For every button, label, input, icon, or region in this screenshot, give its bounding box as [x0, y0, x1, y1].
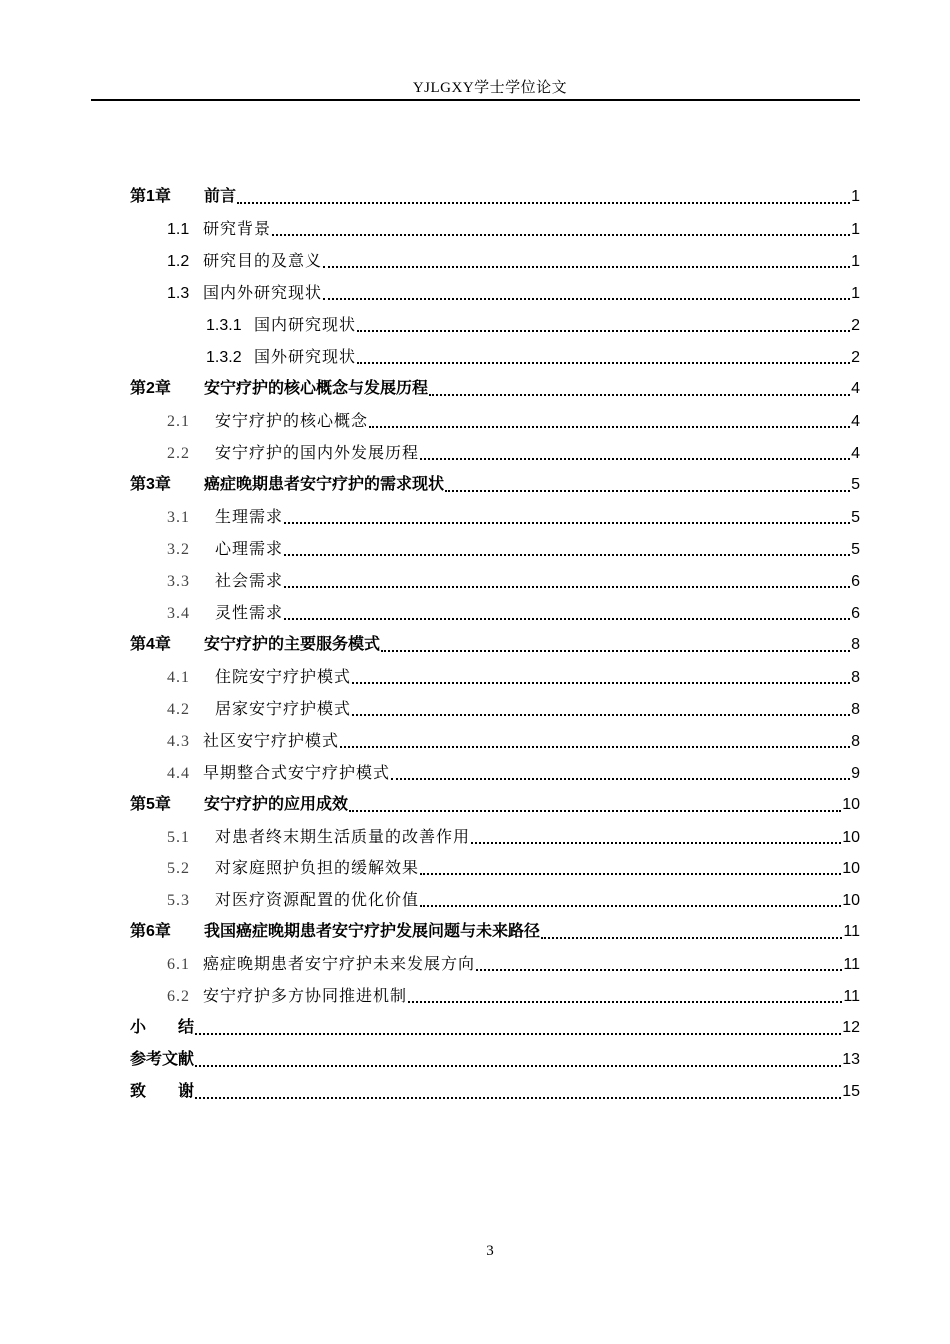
toc-entry-title: 安宁疗护的核心概念: [215, 411, 369, 430]
toc-entry-section-5-3[interactable]: [167, 887, 860, 913]
toc-entry-chapter-2[interactable]: [130, 376, 860, 402]
toc-entry-references[interactable]: [130, 1047, 860, 1073]
toc-entry-page: 1: [851, 285, 860, 302]
toc-entry-page: 2: [851, 317, 860, 334]
toc-entry-title: 对患者终末期生活质量的改善作用: [215, 827, 471, 846]
toc-entry-title: 灵性需求: [215, 603, 284, 622]
toc-entry-title: 安宁疗护多方协同推进机制: [203, 986, 408, 1005]
toc-leader-dots: [408, 1000, 842, 1003]
header-rule: [91, 99, 860, 101]
toc-entry-section-3-3[interactable]: [167, 568, 860, 594]
toc-entry-page: 13: [842, 1051, 860, 1068]
toc-entry-title: 我国癌症晚期患者安宁疗护发展问题与未来路径: [204, 923, 541, 940]
toc-leader-dots: [323, 265, 850, 268]
toc-entry-title: 对家庭照护负担的缓解效果: [215, 858, 420, 877]
toc-entry-page: 10: [842, 796, 860, 813]
toc-entry-page: 1: [851, 188, 860, 205]
toc-leader-dots: [357, 329, 850, 332]
toc-entry-number: 5.3: [167, 892, 190, 909]
toc-entry-page: 8: [851, 701, 860, 718]
toc-entry-number: 第6章: [130, 923, 171, 940]
toc-entry-number: 第4章: [130, 636, 171, 653]
toc-entry-page: 12: [842, 1019, 860, 1036]
toc-entry-title: 住院安宁疗护模式: [215, 667, 352, 686]
toc-entry-number: 1.2: [167, 253, 190, 270]
toc-entry-number: 3.2: [167, 541, 190, 558]
toc-leader-dots: [471, 841, 841, 844]
toc-leader-dots: [323, 297, 850, 300]
toc-entry-number: 3.1: [167, 509, 190, 526]
toc-leader-dots: [391, 777, 850, 780]
toc-entry-chapter-1[interactable]: [130, 184, 860, 210]
toc-entry-title: 研究背景: [203, 219, 272, 238]
toc-entry-page: 5: [851, 509, 860, 526]
toc-entry-title: 安宁疗护的主要服务模式: [204, 636, 381, 653]
toc-entry-number: 1.3.2: [206, 349, 242, 366]
toc-entry-page: 11: [843, 923, 860, 940]
toc-entry-number: 1.3: [167, 285, 190, 302]
toc-entry-number: 5.2: [167, 860, 190, 877]
toc-entry-page: 6: [851, 605, 860, 622]
toc-entry-page: 10: [842, 892, 860, 909]
toc-entry-title: 心理需求: [215, 539, 284, 558]
toc-entry-title: 生理需求: [215, 507, 284, 526]
toc-entry-number: 4.3: [167, 733, 190, 750]
toc-leader-dots: [357, 361, 850, 364]
toc-entry-title: 国内外研究现状: [203, 283, 323, 302]
toc-leader-dots: [445, 489, 850, 492]
toc-entry-title: 国外研究现状: [254, 347, 357, 366]
toc-entry-page: 4: [851, 445, 860, 462]
toc-entry-section-6-1[interactable]: [167, 951, 860, 977]
toc-entry-section-4-3[interactable]: [167, 728, 860, 754]
toc-entry-section-1-1[interactable]: [167, 216, 860, 242]
toc-entry-number: 第1章: [130, 188, 171, 205]
toc-entry-acknowledgements[interactable]: [130, 1079, 860, 1105]
toc-entry-number: 3.4: [167, 605, 190, 622]
toc-entry-section-1-2[interactable]: [167, 248, 860, 274]
toc-entry-title: 小 结: [130, 1019, 195, 1036]
toc-entry-page: 8: [851, 636, 860, 653]
toc-entry-chapter-3[interactable]: [130, 472, 860, 498]
toc-entry-section-4-1[interactable]: [167, 664, 860, 690]
toc-entry-title: 安宁疗护的国内外发展历程: [215, 443, 420, 462]
toc-entry-section-1-3-2[interactable]: [206, 344, 860, 370]
toc-leader-dots: [352, 713, 850, 716]
toc-leader-dots: [284, 553, 850, 556]
toc-entry-number: 2.2: [167, 445, 190, 462]
toc-entry-title: 国内研究现状: [254, 315, 357, 334]
toc-entry-section-4-4[interactable]: [167, 760, 860, 786]
toc-entry-page: 5: [851, 541, 860, 558]
toc-entry-title: 对医疗资源配置的优化价值: [215, 890, 420, 909]
toc-leader-dots: [381, 649, 850, 652]
toc-leader-dots: [349, 809, 841, 812]
toc-entry-page: 1: [851, 221, 860, 238]
toc-leader-dots: [420, 872, 841, 875]
toc-entry-number: 4.2: [167, 701, 190, 718]
toc-entry-page: 10: [842, 860, 860, 877]
toc-entry-number: 3.3: [167, 573, 190, 590]
toc-entry-section-1-3-1[interactable]: [206, 312, 860, 338]
toc-entry-page: 2: [851, 349, 860, 366]
toc-entry-summary[interactable]: [130, 1015, 860, 1041]
toc-entry-section-4-2[interactable]: [167, 696, 860, 722]
toc-entry-title: 社区安宁疗护模式: [203, 731, 340, 750]
toc-entry-number: 第5章: [130, 796, 171, 813]
toc-entry-number: 6.2: [167, 988, 190, 1005]
toc-entry-section-2-2[interactable]: [167, 440, 860, 466]
toc-leader-dots: [272, 233, 850, 236]
toc-entry-section-3-4[interactable]: [167, 600, 860, 626]
toc-entry-title: 研究目的及意义: [203, 251, 323, 270]
toc-leader-dots: [429, 393, 850, 396]
toc-entry-page: 9: [851, 765, 860, 782]
toc-leader-dots: [352, 681, 850, 684]
toc-entry-number: 第2章: [130, 380, 171, 397]
toc-entry-page: 1: [851, 253, 860, 270]
toc-entry-title: 参考文献: [130, 1051, 195, 1068]
toc-entry-title: 早期整合式安宁疗护模式: [203, 763, 391, 782]
toc-entry-page: 8: [851, 733, 860, 750]
toc-leader-dots: [476, 968, 842, 971]
toc-entry-title: 癌症晚期患者安宁疗护未来发展方向: [203, 954, 476, 973]
toc-entry-chapter-4[interactable]: [130, 632, 860, 658]
toc-entry-section-2-1[interactable]: [167, 408, 860, 434]
toc-entry-section-6-2[interactable]: [167, 983, 860, 1009]
toc-entry-page: 5: [851, 476, 860, 493]
toc-entry-page: 4: [851, 413, 860, 430]
toc-entry-page: 6: [851, 573, 860, 590]
toc-entry-section-3-2[interactable]: [167, 536, 860, 562]
page-number: 3: [486, 1243, 494, 1259]
toc-entry-section-1-3[interactable]: [167, 280, 860, 306]
toc-entry-title: 社会需求: [215, 571, 284, 590]
toc-leader-dots: [195, 1064, 841, 1067]
toc-entry-page: 4: [851, 380, 860, 397]
toc-entry-number: 4.4: [167, 765, 190, 782]
toc-entry-chapter-6[interactable]: [130, 919, 860, 945]
toc-entry-section-5-1[interactable]: [167, 824, 860, 850]
toc-leader-dots: [541, 936, 842, 939]
toc-leader-dots: [237, 201, 850, 204]
toc-entry-number: 第3章: [130, 476, 171, 493]
header-title: YJLGXY学士学位论文: [412, 80, 568, 96]
toc-entry-title: 癌症晚期患者安宁疗护的需求现状: [204, 476, 445, 493]
toc-entry-chapter-5[interactable]: [130, 792, 860, 818]
toc-leader-dots: [284, 585, 850, 588]
toc-entry-number: 1.3.1: [206, 317, 242, 334]
toc-entry-number: 2.1: [167, 413, 190, 430]
toc-entry-page: 11: [843, 956, 860, 973]
toc-entry-title: 居家安宁疗护模式: [215, 699, 352, 718]
toc-entry-title: 前言: [204, 188, 237, 205]
toc-entry-section-5-2[interactable]: [167, 855, 860, 881]
toc-leader-dots: [195, 1096, 841, 1099]
toc-entry-page: 15: [842, 1083, 860, 1100]
toc-leader-dots: [340, 745, 850, 748]
toc-entry-section-3-1[interactable]: [167, 504, 860, 530]
toc-leader-dots: [420, 457, 850, 460]
toc-leader-dots: [420, 904, 841, 907]
toc-entry-number: 5.1: [167, 829, 190, 846]
toc-entry-page: 10: [842, 829, 860, 846]
toc-leader-dots: [284, 617, 850, 620]
toc-entry-number: 6.1: [167, 956, 190, 973]
toc-entry-title: 致 谢: [130, 1083, 195, 1100]
toc-leader-dots: [369, 425, 850, 428]
toc-leader-dots: [284, 521, 850, 524]
toc-entry-page: 11: [843, 988, 860, 1005]
toc-entry-title: 安宁疗护的核心概念与发展历程: [204, 380, 429, 397]
toc-entry-number: 1.1: [167, 221, 190, 238]
toc-entry-page: 8: [851, 669, 860, 686]
toc-entry-title: 安宁疗护的应用成效: [204, 796, 349, 813]
toc-entry-number: 4.1: [167, 669, 190, 686]
toc-leader-dots: [195, 1032, 841, 1035]
